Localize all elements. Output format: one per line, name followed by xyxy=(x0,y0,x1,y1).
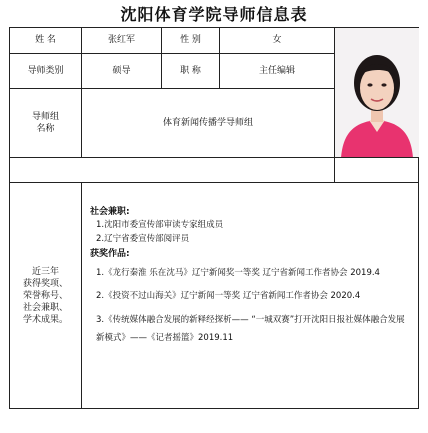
category-label: 导师类别 xyxy=(10,54,82,89)
spacer-row-photo xyxy=(335,158,419,183)
category-value: 硕导 xyxy=(82,54,162,89)
name-value: 张红军 xyxy=(82,28,162,54)
social-item: 1.沈阳市委宣传部审读专家组成员 xyxy=(96,220,224,231)
spacer-row xyxy=(10,158,335,183)
gender-label: 性 别 xyxy=(162,28,220,54)
social-item: 2.辽宁省委宣传部阅评员 xyxy=(96,233,190,244)
profile-photo xyxy=(335,28,419,158)
group-value: 体育新闻传播学导师组 xyxy=(82,89,335,158)
award-item: 1.《龙行秦淮 乐在沈马》辽宁新闻奖一等奖 辽宁省新闻工作者协会 2019.4 xyxy=(96,267,380,278)
award-item: 2.《投资不过山海关》辽宁新闻一等奖 辽宁省新闻工作者协会 2020.4 xyxy=(96,291,361,302)
rank-label: 职 称 xyxy=(162,54,220,89)
group-label: 导师组 名称 xyxy=(10,89,82,158)
award-item: 3.《传统媒体融合发展的新释经探析—— “一城双赛”打开沈阳日报社媒体融合发展新模式》——《记者摇篮》2019.11 xyxy=(96,314,405,343)
awards-heading: 获奖作品: xyxy=(90,248,130,259)
social-heading: 社会兼职: xyxy=(90,207,130,217)
rank-value: 主任编辑 xyxy=(220,54,335,89)
info-table xyxy=(9,27,419,409)
achievements-label: 近三年 获得奖项、 荣誉称号、 社会兼职、 学术成果。 xyxy=(10,183,82,409)
gender-value: 女 xyxy=(220,28,335,54)
name-label: 姓 名 xyxy=(10,28,82,54)
achievements-content xyxy=(82,183,419,409)
page-title: 沈阳体育学院导师信息表 xyxy=(120,5,308,24)
portrait-image xyxy=(335,28,419,158)
